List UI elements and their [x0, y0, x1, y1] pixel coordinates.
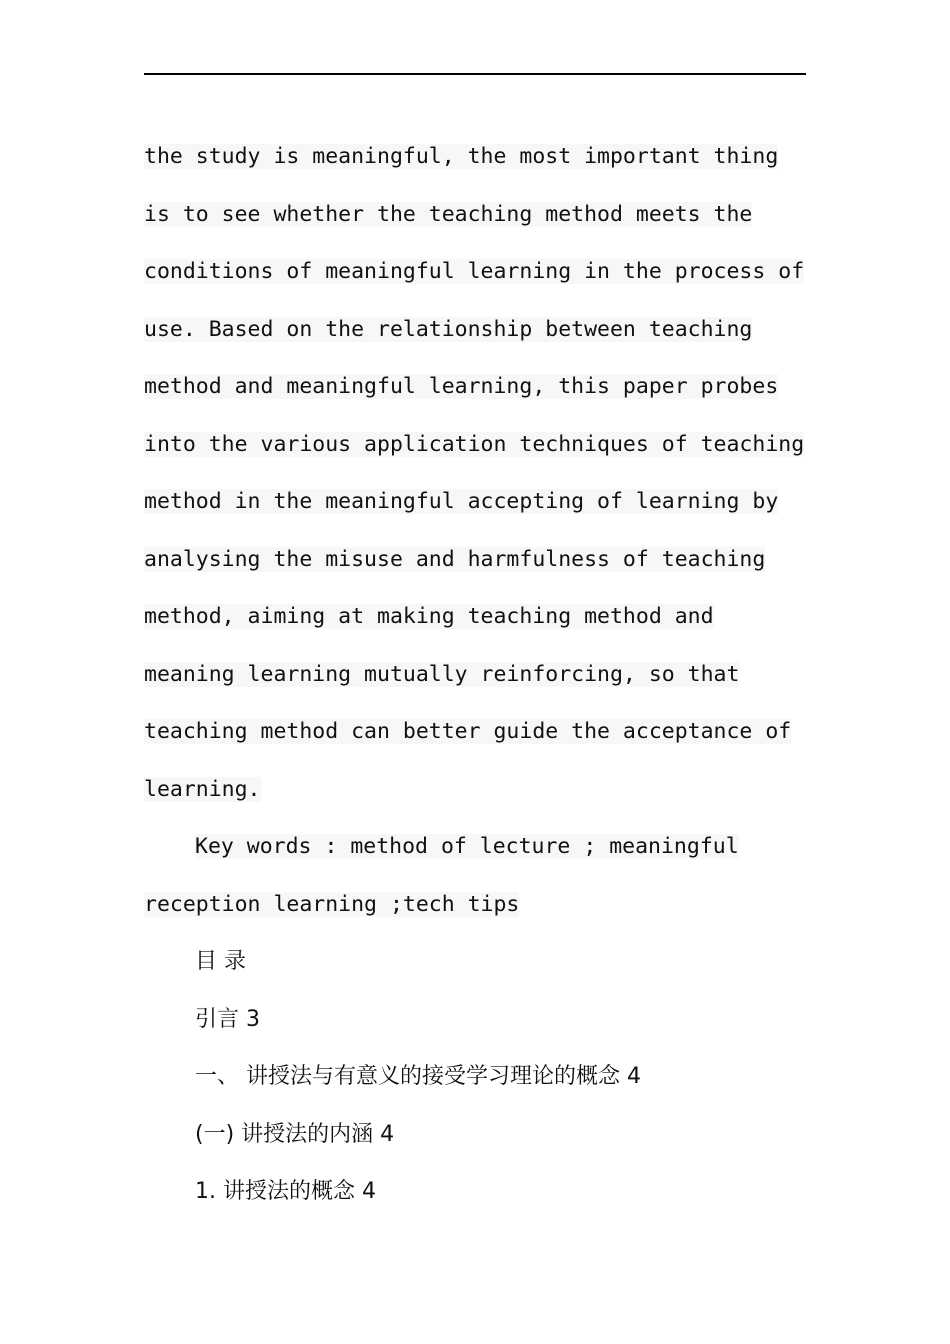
keywords — [144, 818, 824, 933]
abstract-line: method in the meaningful accepting of learning by — [144, 489, 779, 514]
keywords-line: Key words : method of lecture ; meaningful — [195, 834, 739, 859]
header-rule — [144, 73, 806, 75]
table-of-contents — [144, 933, 824, 1221]
abstract-line: method and meaningful learning, this paper probes — [144, 374, 779, 399]
abstract-line: learning. — [144, 776, 261, 802]
keywords-line: reception learning ;tech tips — [144, 891, 520, 917]
toc-entry: 1. 讲授法的概念 4 — [195, 1179, 376, 1204]
abstract-line: use. Based on the relationship between teaching — [144, 316, 753, 342]
abstract-line: into the various application techniques of teaching — [144, 431, 805, 457]
abstract-line: method, aiming at making teaching method and — [144, 604, 714, 629]
toc-entry: (一) 讲授法的内涵 4 — [195, 1121, 395, 1147]
abstract-text — [144, 128, 824, 818]
toc-heading: 目 录 — [195, 949, 246, 974]
abstract-line: analysing the misuse and harmfulness of teaching — [144, 546, 766, 572]
document-body — [144, 128, 824, 1221]
abstract-line: is to see whether the teaching method meets the — [144, 201, 753, 227]
abstract-line: meaning learning mutually reinforcing, so that — [144, 661, 740, 687]
abstract-line: conditions of meaningful learning in the process of — [144, 259, 805, 284]
toc-entry: 一、 讲授法与有意义的接受学习理论的概念 4 — [195, 1064, 641, 1089]
toc-entry: 引言 3 — [195, 1006, 260, 1032]
abstract-line: teaching method can better guide the acceptance of — [144, 719, 792, 744]
abstract-line: the study is meaningful, the most important thing — [144, 144, 779, 169]
